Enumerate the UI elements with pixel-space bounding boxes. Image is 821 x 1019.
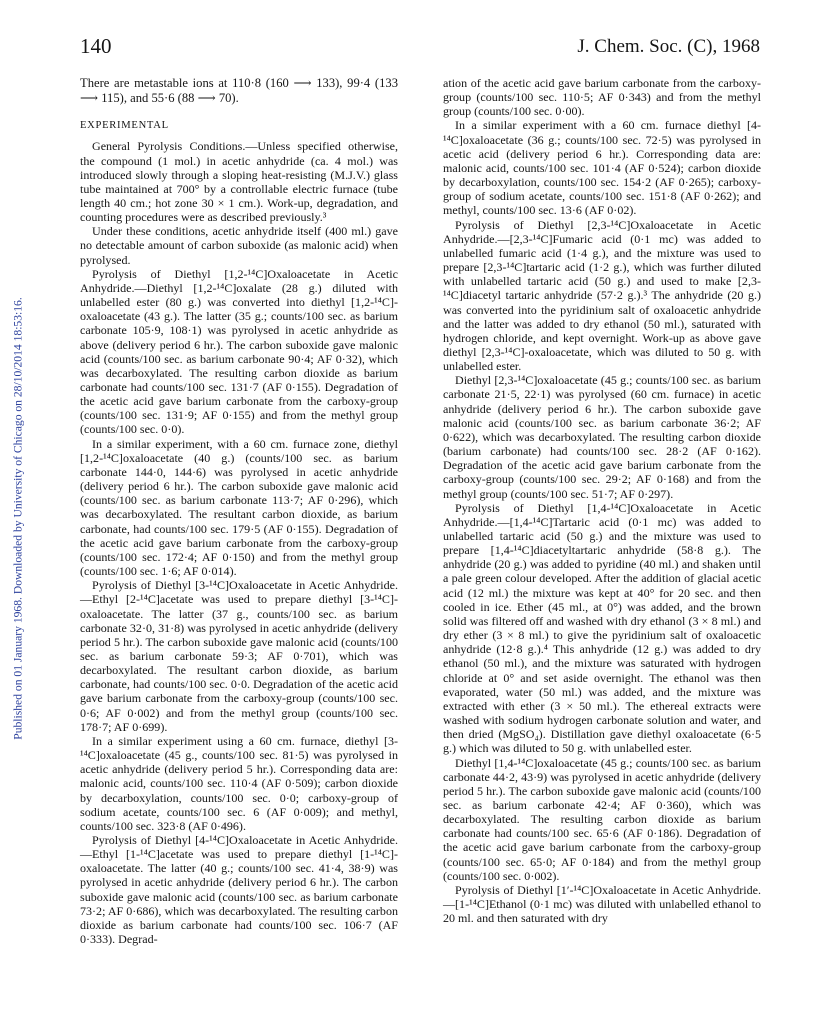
paragraph: Pyrolysis of Diethyl [3-¹⁴C]Oxaloacetate in Acetic Anhydride.—Ethyl [2-¹⁴C]acetate was used to prepare diethyl [3-¹⁴C]-oxaloacetate. The latter (37 g., counts/100 sec. as barium carbonate 32·0, 31·8) was pyrolysed in acetic anhydride (delivery period 5 hr.). The carbon suboxide gave malonic acid (counts/100 sec. as barium carbonate 59·3; AF 0·701), which was decarboxylated. The resultant carbon dioxide, as barium carbonate, had counts/100 sec. 0·0. Degradation of the acetic acid gave barium carbonate from the carboxy-group (counts/100 sec. 0·6; AF 0·002) and from the methyl group (counts/100 sec. 178·7; AF 0·699).	[80, 578, 398, 734]
paragraph: General Pyrolysis Conditions.—Unless specified otherwise, the compound (1 mol.) in acetic anhydride (ca. 4 mol.) was introduced slowly through a sloping heat-resisting (M.J.V.) glass tube maintained at 700° by a controllable electric furnace (tube length 40 cm.; hot zone 30 × 1 cm.). Work-up, degradation, and counting procedures were as described previously.³	[80, 139, 398, 225]
paragraph: Pyrolysis of Diethyl [1′-¹⁴C]Oxaloacetate in Acetic Anhydride.—[1-¹⁴C]Ethanol (0·1 mc) was diluted with unlabelled ethanol to 20 ml. and then saturated with dry	[443, 882, 761, 926]
paragraph: Pyrolysis of Diethyl [2,3-¹⁴C]Oxaloacetate in Acetic Anhydride.—[2,3-¹⁴C]Fumaric acid (0·1 mc) was added to unlabelled fumaric acid (1·4 g.), and the mixture was used to prepare [2,3-¹⁴C]tartaric acid (1·2 g.), which was further diluted with unlabelled tartaric acid (50 g.) and used to make [2,3-¹⁴C]diacetyl tartaric anhydride (57·2 g.).³ The anhydride (20 g.) was converted into the pyridinium salt of oxaloacetic anhydride and the latter was added to dry ethanol (50 ml.), saturated with hydrogen chloride, and kept overnight. Work-up as above gave diethyl [2,3-¹⁴C]-oxaloacetate, which was diluted to 50 g. with unlabelled ester.	[443, 217, 761, 374]
paragraph: Pyrolysis of Diethyl [1,2-¹⁴C]Oxaloacetate in Acetic Anhydride.—Diethyl [1,2-¹⁴C]oxalate (28 g.) diluted with unlabelled ester (80 g.) was converted into diethyl [1,2-¹⁴C]-oxaloacetate (43 g.). The latter (35 g.; counts/100 sec. as barium carbonate 105·9, 108·1) was pyrolysed in acetic anhydride as above (delivery period 6 hr.). The carbon suboxide gave malonic acid (counts/100 sec. as barium carbonate 90·4; AF 0·32), which was decarboxylated. The resulting carbon dioxide as barium carbonate had counts/100 sec. 131·7 (AF 0·155). Degradation of the acetic acid gave barium carbonate from the carboxy-group (counts/100 sec. 131·9; AF 0·155) and from the methyl group (counts/100 sec. 0·0).	[80, 266, 398, 437]
right-column	[443, 76, 761, 925]
left-column	[80, 76, 398, 946]
paragraph: In a similar experiment with a 60 cm. furnace diethyl [4-¹⁴C]oxaloacetate (36 g.; counts/100 sec. 72·5) was pyrolysed in acetic acid (delivery period 6 hr.). Corresponding data are: malonic acid, counts/100 sec. 101·4 (AF 0·524); carbon dioxide by decarboxylation, counts/100 sec. 154·2 (AF 0·265); carboxy-group of sodium acetate, counts/100 sec. 151·8 (AF 0·262); and methyl, counts/100 sec. 13·6 (AF 0·02).	[443, 118, 761, 218]
paragraph: In a similar experiment using a 60 cm. furnace, diethyl [3-¹⁴C]oxaloacetate (45 g., counts/100 sec. 81·5) was pyrolysed in acetic anhydride (delivery period 5 hr.). Corresponding data are: malonic acid, counts/100 sec. 110·4 (AF 0·509); carbon dioxide by decarboxylation, counts/100 sec. 0·0; carboxy-group of sodium acetate, counts/100 sec. 6 (AF 0·009); and methyl, counts/100 sec. 323·8 (AF 0·496).	[80, 733, 398, 833]
paragraph: Under these conditions, acetic anhydride itself (400 ml.) gave no detectable amount of carbon suboxide (as malonic acid) when pyrolysed.	[80, 224, 398, 267]
paragraph: Diethyl [1,4-¹⁴C]oxaloacetate (45 g.; counts/100 sec. as barium carbonate 44·2, 43·9) was pyrolysed in acetic anhydride (delivery period 5 hr.). The carbon suboxide gave malonic acid (counts/100 sec. as barium carbonate 42·4; AF 0·360), which was decarboxylated. The resulting carbon dioxide as barium carbonate had counts/100 sec. 65·6 (AF 0·186). Degradation of the acetic acid gave barium carbonate from the carboxy-group (counts/100 sec. 65·0; AF 0·184) and from the methyl group (counts/100 sec. 0·002).	[443, 755, 761, 883]
journal-citation: J. Chem. Soc. (C), 1968	[577, 36, 760, 57]
download-watermark[interactable]: Published on 01 January 1968. Downloaded by University of Chicago on 28/10/2014 18:53:16.	[11, 297, 25, 740]
intro-paragraph: There are metastable ions at 110·8 (160 ⟶ 133), 99·4 (133 ⟶ 115), and 55·6 (88 ⟶ 70).	[80, 76, 398, 105]
section-heading: EXPERIMENTAL	[80, 120, 169, 132]
paragraph: Pyrolysis of Diethyl [1,4-¹⁴C]Oxaloacetate in Acetic Anhydride.—[1,4-¹⁴C]Tartaric acid (0·1 mc) was added to unlabelled tartaric acid (50 g.) and the mixture was used to prepare [1,4-¹⁴C]diacetyltartaric anhydride (58·8 g.). The anhydride (20 g.) was added to pyridine (40 ml.) and shaken until a pale green colour developed. After the addition of glacial acetic acid (12 ml.) the mixture was kept at 40° for 20 sec. and then cooled in ice. Ether (45 ml., at 0°) was added, and the brown solid was filtered off and washed with dry ethanol (3 × 8 ml.) and dry ether (3 × 8 ml.) to give the pyridinium salt of oxaloacetic anhydride (12·8 g.).⁴ This anhydride (12 g.) was added to dry ethanol (50 ml.), and the mixture was saturated with hydrogen chloride at 0° and set aside overnight. The ethanol was then evaporated, water (50 ml.) was added, and the mixture was extracted with ether (3 × 50 ml.). The ethereal extracts were washed with sodium hydrogen carbonate solution and water, and then dried (MgSO₄). Distillation gave diethyl oxaloacetate (6·5 g.) which was diluted to 50 g. with unlabelled ester.	[443, 500, 761, 756]
paragraph: In a similar experiment, with a 60 cm. furnace zone, diethyl [1,2-¹⁴C]oxaloacetate (40 g.) (counts/100 sec. as barium carbonate 144·0, 144·6) was pyrolysed in acetic anhydride (delivery period 6 hr.). The carbon suboxide gave malonic acid (counts/100 sec. as barium carbonate 113·7; AF 0·296), which was decarboxylated. The resultant carbon dioxide, as barium carbonate, had counts/100 sec. 179·5 (AF 0·155). Degradation of the acetic acid gave barium carbonate from the carboxy-group (counts/100 sec. 172·4; AF 0·150) and from the methyl group (counts/100 sec. 1·6; AF 0·014).	[80, 436, 398, 579]
page-header	[80, 34, 760, 66]
paragraph: Diethyl [2,3-¹⁴C]oxaloacetate (45 g.; counts/100 sec. as barium carbonate 21·5, 22·1) was pyrolysed (60 cm. furnace) in acetic anhydride (delivery period 6 hr.). The carbon suboxide gave malonic acid (counts/100 sec. as barium carbonate 36·2; AF 0·622), which was decarboxylated. The resulting carbon dioxide (barium carbonate) had counts/100 sec. 28·2 (AF 0·162). Degradation of the acetic acid gave barium carbonate from the carboxy-group (counts/100 sec. 29·2; AF 0·168) and from the methyl group (counts/100 sec. 51·7; AF 0·297).	[443, 373, 761, 501]
continued-paragraph: ation of the acetic acid gave barium carbonate from the carboxy-group (counts/100 sec. 110·5; AF 0·343) and from the methyl group (counts/100 sec. 0·00).	[443, 76, 761, 119]
page-number: 140	[80, 34, 112, 58]
paragraph: Pyrolysis of Diethyl [4-¹⁴C]Oxaloacetate in Acetic Anhydride.—Ethyl [1-¹⁴C]acetate was used to prepare diethyl [1-¹⁴C]-oxaloacetate. The latter (40 g.; counts/100 sec. 41·4, 38·9) was pyrolysed in acetic anhydride (delivery period 6 hr.). The carbon suboxide gave malonic acid (counts/100 sec. as barium carbonate 73·2; AF 0·686), which was decarboxylated. The resulting carbon dioxide as barium carbonate had counts/100 sec. 106·7 (AF 0·333). Degrad-	[80, 833, 398, 947]
